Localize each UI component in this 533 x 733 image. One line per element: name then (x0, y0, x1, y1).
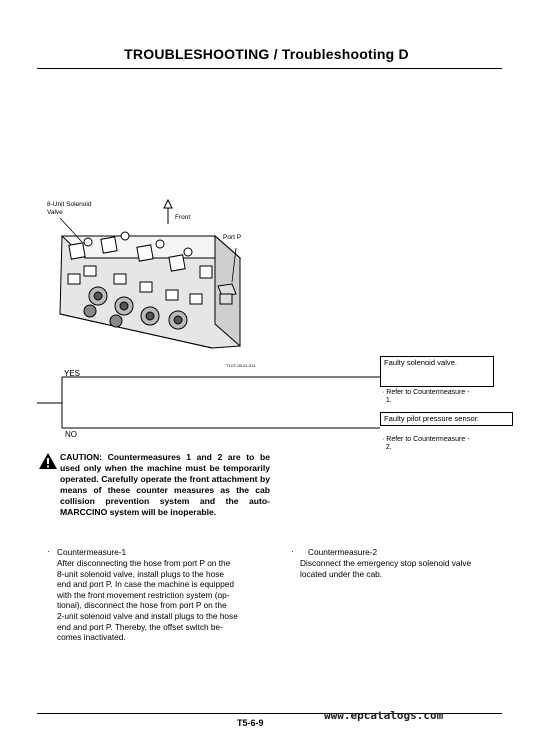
cm2-line: located under the cab. (300, 568, 383, 579)
figure-code: T1CF-05-01-014 (226, 363, 256, 368)
cm1-line: 2-unit solenoid valve and install plugs to the hose (57, 610, 238, 621)
cm1-line: 8-unit solenoid valve, install plugs to the hose (57, 568, 224, 579)
cm1-line: end and port P. In case the machine is equipped (57, 579, 234, 590)
cm1-line: with the front movement restriction system (op- (57, 589, 230, 600)
result-note-1: · Refer to Countermeasure - 1. (382, 389, 470, 404)
page-title: TROUBLESHOOTING / Troubleshooting D (124, 46, 409, 62)
no-label: NO (65, 430, 77, 439)
port-p-label: Port P (223, 234, 242, 241)
website-watermark[interactable]: www.epcatalogs.com (324, 709, 444, 722)
valve-label: 8-Unit Solenoid Valve (47, 201, 92, 216)
result-box-sensor: Faulty pilot pressure sensor. (380, 412, 513, 426)
yes-label: YES (64, 369, 81, 378)
cm1-line: end and port P. Thereby, the offset switch be- (57, 621, 223, 632)
countermeasure-2-bullet: · (291, 546, 294, 556)
page-number: T5-6-9 (237, 718, 264, 728)
cm1-line: After disconnecting the hose from port P on the (57, 558, 231, 568)
cm1-line: comes inactivated. (57, 632, 126, 643)
cm1-line: tional), disconnect the hose from port P on the (57, 600, 227, 611)
caution-text: CAUTION: Countermeasures 1 and 2 are to be used only when the machine must be temporarily operated. Carefully operate the front attachment by means of these counter measures as the cab collision prevention system and the auto-MARCCINO system will be inoperable. (60, 452, 270, 517)
result-box-solenoid: Faulty solenoid valve. (380, 356, 494, 387)
front-label: Front (175, 214, 191, 221)
countermeasure-1-bullet: · (47, 546, 50, 556)
warning-icon (38, 452, 58, 470)
countermeasure-1-body (57, 558, 272, 643)
cm2-line: Disconnect the emergency stop solenoid valve (300, 558, 472, 568)
countermeasure-2-heading: Countermeasure-2 (308, 547, 378, 557)
result-note-2: · Refer to Countermeasure - 2. (382, 436, 470, 451)
countermeasure-2-body (300, 558, 510, 579)
countermeasure-1-heading: Countermeasure-1 (57, 547, 127, 557)
